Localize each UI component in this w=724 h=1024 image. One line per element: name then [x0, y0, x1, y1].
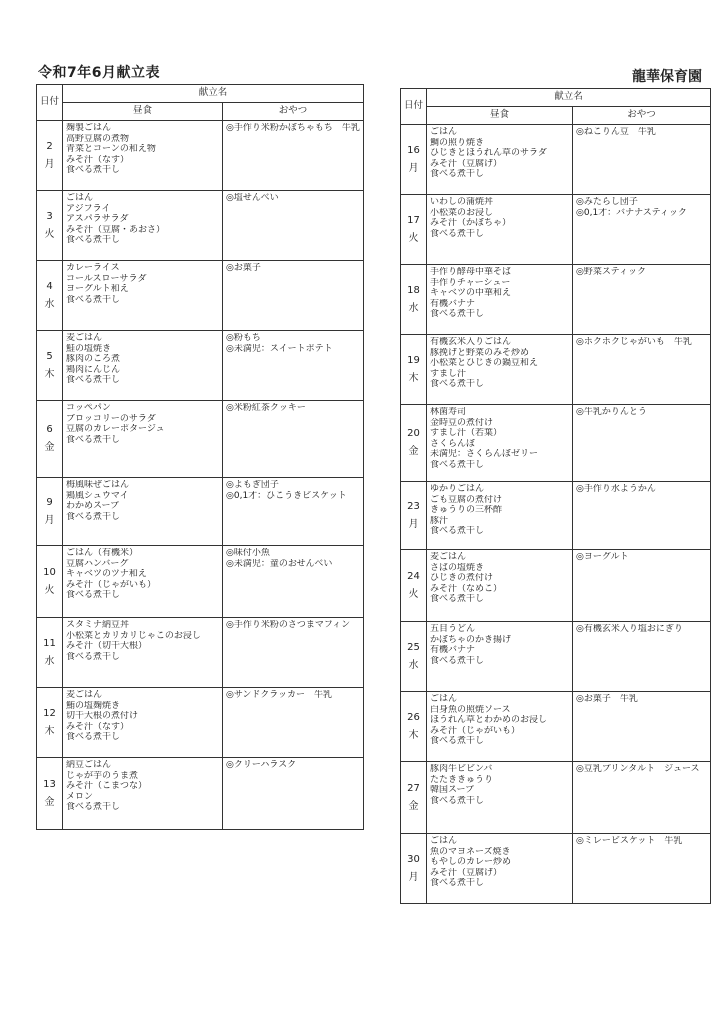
snack-item: ◎ねこりん豆 牛乳 — [576, 127, 656, 137]
lunch-item: すまし汁 — [430, 368, 467, 379]
lunch-item: 麹製ごはん — [66, 123, 112, 133]
day-cell — [37, 401, 63, 478]
lunch-item: 食べる煮干し — [430, 169, 485, 180]
lunch-item: キャベツの中華和え — [430, 288, 512, 299]
date-number: 25 — [407, 641, 420, 653]
menu-row — [401, 762, 711, 834]
lunch-item: 魚のマヨネーズ焼き — [430, 846, 511, 857]
weekday-label: 火 — [44, 228, 55, 240]
lunch-item: みそ汁（じゃがいも） — [66, 579, 157, 590]
lunch-item: 食べる煮干し — [66, 511, 121, 522]
snack-cell — [573, 550, 711, 622]
lunch-item: 食べる煮干し — [430, 526, 485, 537]
lunch-item: 小松菜とひじきの鍋豆和え — [430, 358, 539, 369]
lunch-item: ひじきとほうれん草のサラダ — [430, 148, 547, 159]
snack-item: ◎0,1才：ひこうきビスケット — [226, 490, 347, 501]
lunch-item: 食べる煮干し — [430, 379, 485, 390]
date-number: 18 — [407, 284, 420, 296]
snack-cell — [223, 401, 364, 478]
date-number: 4 — [46, 280, 53, 292]
menu-header: 献立名 — [63, 85, 364, 103]
menu-row — [37, 688, 364, 758]
lunch-cell — [427, 622, 573, 692]
lunch-item: アジフライ — [66, 203, 111, 214]
lunch-item: 食べる煮干し — [66, 590, 121, 601]
menu-row — [401, 692, 711, 762]
school-name: 龍華保育園 — [632, 69, 702, 85]
snack-item: ◎有機玄米入り塩おにぎり — [576, 624, 683, 634]
menu-row — [37, 618, 364, 688]
lunch-item: メロン — [66, 791, 94, 802]
lunch-item: 有機バナナ — [430, 645, 476, 656]
lunch-item: 小松菜とカリカリじゃこのお浸し — [66, 630, 201, 641]
lunch-item: コールスローサラダ — [66, 273, 147, 284]
lunch-item: 未満児：さくらんぼゼリー — [430, 449, 539, 460]
lunch-item: 有機玄米入りごはん — [430, 337, 512, 347]
lunch-item: 食べる煮干し — [66, 375, 121, 386]
snack-cell — [223, 758, 364, 830]
lunch-item: わかめスープ — [66, 501, 120, 512]
menu-row — [37, 758, 364, 830]
lunch-item: みそ汁（じゃがいも） — [430, 725, 521, 736]
lunch-item: 梅風味ぜごはん — [66, 480, 130, 490]
lunch-item: みそ汁（なめこ） — [430, 583, 503, 594]
lunch-item: みそ汁（こまつな） — [66, 781, 148, 792]
snack-header: おやつ — [223, 103, 364, 121]
snack-item: ◎みたらし団子 — [576, 197, 638, 207]
weekday-label: 月 — [44, 158, 55, 170]
lunch-item: 食べる煮干し — [66, 802, 121, 813]
menu-row — [37, 261, 364, 331]
weekday-label: 木 — [408, 372, 419, 384]
lunch-cell — [427, 692, 573, 762]
menu-body-left — [37, 121, 364, 830]
date-number: 26 — [407, 711, 420, 723]
day-header: 日付 — [37, 85, 63, 121]
lunch-cell — [63, 688, 223, 758]
snack-item: ◎米粉紅茶クッキー — [226, 403, 306, 413]
lunch-item: みそ汁（なす） — [66, 721, 130, 732]
menu-table-right — [400, 88, 711, 904]
lunch-cell — [427, 834, 573, 904]
snack-item: ◎よもぎ団子 — [226, 480, 279, 490]
snack-cell — [573, 622, 711, 692]
snack-cell — [573, 195, 711, 265]
lunch-item: アスパラサラダ — [66, 214, 129, 225]
snack-cell — [573, 692, 711, 762]
lunch-item: ごはん — [430, 127, 458, 137]
lunch-item: 食べる煮干し — [430, 459, 485, 470]
lunch-item: 食べる煮干し — [430, 594, 485, 605]
lunch-item: 林菌寿司 — [430, 407, 467, 417]
lunch-item: ひじきの煮付け — [430, 573, 494, 584]
lunch-item: すまし汁（若葉） — [430, 428, 503, 439]
date-number: 23 — [407, 500, 420, 512]
day-cell — [37, 688, 63, 758]
day-cell — [401, 125, 427, 195]
lunch-item: いわしの蒲焼丼 — [430, 197, 494, 207]
date-number: 27 — [407, 782, 420, 794]
weekday-label: 木 — [408, 729, 419, 741]
weekday-label: 木 — [44, 725, 55, 737]
lunch-cell — [63, 121, 223, 191]
lunch-cell — [63, 478, 223, 546]
lunch-item: 納豆ごはん — [66, 760, 112, 770]
snack-cell — [223, 261, 364, 331]
snack-cell — [223, 688, 364, 758]
weekday-label: 月 — [408, 162, 419, 174]
lunch-item: かぼちゃのかき揚げ — [430, 634, 512, 645]
day-header: 日付 — [401, 89, 427, 125]
lunch-item: ごはん — [430, 836, 458, 846]
lunch-item: みそ汁（なす） — [66, 154, 130, 165]
lunch-item: 鶏風シュウマイ — [66, 490, 129, 501]
lunch-cell — [427, 335, 573, 405]
menu-row — [401, 265, 711, 335]
lunch-item: ブロッコリーのサラダ — [66, 413, 156, 424]
day-cell — [37, 121, 63, 191]
snack-header: おやつ — [573, 107, 711, 125]
snack-cell — [573, 482, 711, 550]
snack-item: ◎塩せんべい — [226, 193, 279, 203]
lunch-item: 食べる煮干し — [430, 795, 485, 806]
weekday-label: 水 — [44, 298, 55, 310]
weekday-label: 火 — [44, 584, 55, 596]
snack-cell — [223, 331, 364, 401]
lunch-cell — [63, 261, 223, 331]
menu-row — [401, 622, 711, 692]
menu-row — [37, 478, 364, 546]
lunch-item: ゆかりごはん — [430, 484, 485, 494]
weekday-label: 金 — [408, 800, 419, 812]
lunch-item: 鶏肉にんじん — [66, 364, 121, 375]
day-cell — [401, 265, 427, 335]
lunch-item: 金時豆の煮付け — [430, 417, 494, 428]
lunch-cell — [63, 331, 223, 401]
lunch-item: 食べる煮干し — [66, 235, 121, 246]
lunch-item: キャベツのツナ和え — [66, 569, 147, 580]
date-number: 10 — [43, 566, 56, 578]
menu-header: 献立名 — [427, 89, 711, 107]
day-cell — [401, 550, 427, 622]
lunch-item: 韓国スープ — [430, 785, 475, 796]
lunch-header: 昼食 — [63, 103, 223, 121]
day-cell — [401, 482, 427, 550]
lunch-item: ごはん — [430, 694, 458, 704]
lunch-item: 食べる煮干し — [66, 732, 121, 743]
lunch-header: 昼食 — [427, 107, 573, 125]
lunch-item: 食べる煮干し — [66, 434, 121, 445]
menu-body-right — [401, 125, 711, 904]
lunch-cell — [427, 265, 573, 335]
snack-item: ◎サンドクラッカー 牛乳 — [226, 690, 333, 700]
date-number: 30 — [407, 853, 420, 865]
date-number: 5 — [46, 350, 53, 362]
day-cell — [401, 692, 427, 762]
lunch-item: 切干大根の煮付け — [66, 711, 139, 722]
lunch-item: 鯛の照り焼き — [430, 137, 485, 148]
lunch-item: 麦ごはん — [66, 333, 103, 343]
weekday-label: 金 — [44, 796, 55, 808]
lunch-item: みそ汁（かぼちゃ） — [430, 218, 512, 229]
menu-row — [401, 405, 711, 482]
lunch-item: みそ汁（豆腐げ） — [430, 867, 503, 878]
lunch-item: 五目うどん — [430, 624, 476, 634]
weekday-label: 木 — [44, 368, 55, 380]
snack-item: ◎未満児：童のおせんべい — [226, 558, 333, 569]
lunch-item: みそ汁（豆腐げ） — [430, 158, 503, 169]
lunch-item: 食べる煮干し — [66, 294, 121, 305]
snack-cell — [223, 618, 364, 688]
weekday-label: 金 — [44, 442, 55, 453]
date-number: 11 — [43, 637, 56, 649]
menu-table-left — [36, 84, 364, 830]
snack-item: ◎手作り米粉のさつまマフィン — [226, 620, 351, 630]
day-cell — [401, 405, 427, 482]
lunch-cell — [63, 401, 223, 478]
menu-row — [401, 482, 711, 550]
lunch-item: 青菜とコーンの和え物 — [66, 144, 156, 155]
snack-item: ◎クリーハラスク — [226, 760, 297, 770]
lunch-item: 高野豆腐の煮物 — [66, 133, 130, 144]
lunch-item: ごはん（有機米） — [66, 548, 139, 558]
snack-item: ◎粉もち — [226, 333, 261, 343]
day-cell — [37, 478, 63, 546]
snack-item: ◎ホクホクじゃがいも 牛乳 — [576, 337, 692, 347]
snack-cell — [223, 121, 364, 191]
lunch-item: 豚挽げと野菜のみそ炒め — [430, 347, 530, 358]
snack-item: ◎豆乳プリンタルト ジュース — [576, 764, 700, 774]
lunch-item: ごはん — [66, 193, 94, 203]
lunch-item: 食べる煮干し — [430, 309, 485, 320]
snack-cell — [573, 125, 711, 195]
lunch-item: みそ汁（切干大根） — [66, 641, 148, 652]
snack-cell — [223, 546, 364, 618]
lunch-item: ほうれん草とわかめのお浸し — [430, 715, 548, 726]
lunch-item: さばの塩焼き — [430, 562, 485, 573]
lunch-item: 鮪の塩麹焼き — [66, 700, 121, 711]
date-number: 20 — [407, 428, 420, 439]
snack-item: ◎野菜スティック — [576, 267, 646, 277]
lunch-cell — [63, 758, 223, 830]
date-number: 6 — [46, 424, 53, 435]
menu-row — [37, 191, 364, 261]
snack-cell — [223, 191, 364, 261]
snack-cell — [573, 265, 711, 335]
lunch-item: 麦ごはん — [66, 690, 103, 700]
weekday-label: 水 — [408, 659, 419, 671]
snack-cell — [573, 335, 711, 405]
snack-cell — [223, 478, 364, 546]
day-cell — [37, 618, 63, 688]
day-cell — [37, 191, 63, 261]
lunch-cell — [63, 546, 223, 618]
lunch-item: 食べる煮干し — [430, 655, 485, 666]
snack-cell — [573, 834, 711, 904]
snack-item: ◎味付小魚 — [226, 548, 270, 558]
weekday-label: 月 — [44, 514, 55, 526]
snack-item: ◎0,1才：バナナスティック — [576, 207, 687, 218]
lunch-cell — [427, 125, 573, 195]
lunch-item: たたききゅうり — [430, 774, 494, 785]
snack-item: ◎手作り水ようかん — [576, 484, 656, 494]
lunch-cell — [427, 550, 573, 622]
lunch-item: ヨーグルト和え — [66, 284, 129, 295]
lunch-item: みそ汁（豆腐・あおさ） — [66, 224, 166, 235]
snack-item: ◎手作り米粉かぼちゃもち 牛乳 — [226, 123, 360, 133]
page-title: 令和7年6月献立表 — [38, 65, 160, 81]
snack-item: ◎ミレービスケット 牛乳 — [576, 836, 683, 846]
lunch-item: もやしのカレー炒め — [430, 857, 512, 868]
lunch-item: 豚肉牛ビビンバ — [430, 764, 493, 774]
lunch-item: 豚肉のころ煮 — [66, 354, 121, 365]
lunch-item: 鮭の塩焼き — [66, 343, 112, 354]
lunch-item: 食べる煮干し — [66, 651, 121, 662]
lunch-cell — [427, 195, 573, 265]
lunch-item: 白身魚の照焼ソース — [430, 704, 511, 715]
lunch-cell — [427, 762, 573, 834]
menu-row — [37, 331, 364, 401]
lunch-item: 豆腐ハンバーグ — [66, 558, 129, 569]
lunch-item: 有機バナナ — [430, 298, 476, 309]
menu-row — [401, 335, 711, 405]
weekday-label: 水 — [44, 655, 55, 667]
weekday-label: 月 — [408, 871, 419, 883]
snack-item: ◎未満児：スイートポテト — [226, 343, 333, 354]
lunch-item: 小松菜のお浸し — [430, 207, 494, 218]
snack-item: ◎お菓子 牛乳 — [576, 694, 638, 704]
day-cell — [401, 195, 427, 265]
menu-row — [401, 834, 711, 904]
lunch-item: 豚汁 — [430, 515, 449, 526]
lunch-item: 麦ごはん — [430, 552, 467, 562]
lunch-item: スタミナ納豆丼 — [66, 620, 130, 630]
lunch-item: ごも豆腐の煮付け — [430, 494, 503, 505]
weekday-label: 水 — [408, 302, 419, 314]
lunch-item: 食べる煮干し — [430, 228, 485, 239]
lunch-cell — [427, 405, 573, 482]
lunch-item: 食べる煮干し — [430, 736, 485, 747]
menu-row — [401, 125, 711, 195]
day-cell — [401, 622, 427, 692]
day-cell — [37, 261, 63, 331]
snack-cell — [573, 405, 711, 482]
lunch-item: カレーライス — [66, 263, 120, 273]
lunch-item: 食べる煮干し — [430, 878, 485, 889]
date-number: 16 — [407, 144, 420, 156]
lunch-cell — [63, 191, 223, 261]
lunch-item: 豆腐のカレーポタージュ — [66, 424, 165, 435]
date-number: 9 — [46, 496, 53, 508]
lunch-item: 手作りチャーシュー — [430, 277, 511, 288]
day-cell — [401, 335, 427, 405]
lunch-cell — [427, 482, 573, 550]
lunch-item: きゅうりの三杯酢 — [430, 505, 503, 516]
date-number: 13 — [43, 778, 56, 790]
day-cell — [37, 546, 63, 618]
date-number: 19 — [407, 354, 420, 366]
day-cell — [37, 758, 63, 830]
date-number: 17 — [407, 214, 420, 226]
lunch-item: コッペパン — [66, 403, 111, 413]
day-cell — [37, 331, 63, 401]
day-cell — [401, 762, 427, 834]
date-number: 2 — [46, 140, 53, 152]
menu-row — [37, 401, 364, 478]
weekday-label: 火 — [408, 232, 419, 244]
snack-item: ◎お菓子 — [226, 263, 261, 273]
lunch-item: 手作り酵母中華そば — [430, 267, 512, 277]
lunch-item: さくらんぼ — [430, 438, 476, 449]
lunch-item: じゃが芋のうま煮 — [66, 770, 139, 781]
menu-row — [401, 195, 711, 265]
lunch-item: 食べる煮干し — [66, 165, 121, 176]
weekday-label: 火 — [408, 588, 419, 600]
menu-row — [401, 550, 711, 622]
date-number: 12 — [43, 707, 56, 719]
snack-item: ◎牛乳かりんとう — [576, 407, 647, 417]
menu-row — [37, 121, 364, 191]
lunch-cell — [63, 618, 223, 688]
snack-item: ◎ヨーグルト — [576, 552, 629, 562]
date-number: 3 — [46, 210, 53, 222]
menu-row — [37, 546, 364, 618]
weekday-label: 月 — [408, 518, 419, 530]
weekday-label: 金 — [408, 446, 419, 457]
snack-cell — [573, 762, 711, 834]
day-cell — [401, 834, 427, 904]
date-number: 24 — [407, 570, 420, 582]
